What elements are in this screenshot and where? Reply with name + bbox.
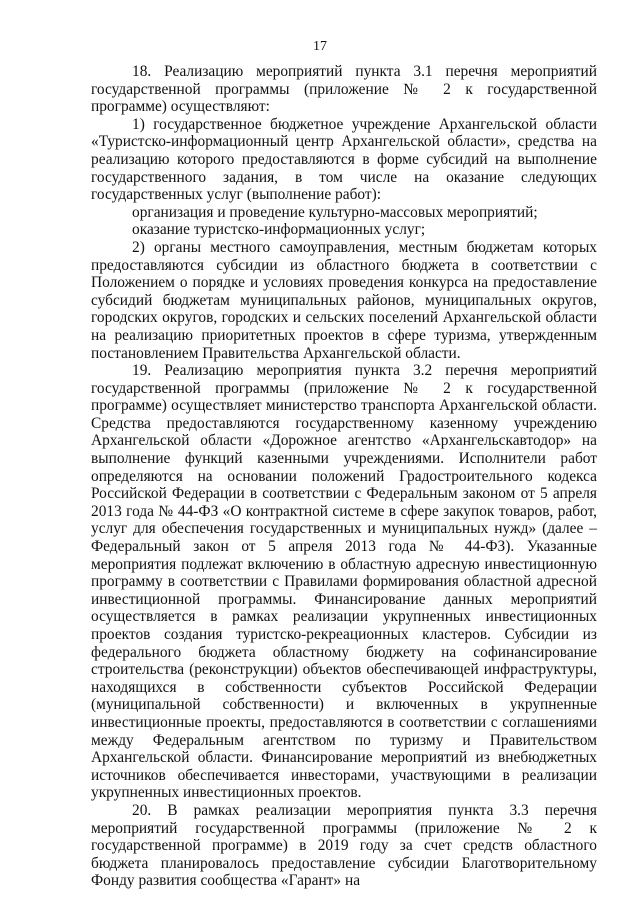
paragraph-18-item-1: 1) государственное бюджетное учреждение Архангельской области «Туристско-информационный центр Архангельской области», средства на реализацию которого предоставляются в форме субсидий на выполнение государственного задания, в том числе на оказание следующих государственных услуг (выполнение работ):	[91, 115, 597, 204]
service-item-events: организация и проведение культурно-массовых мероприятий;	[132, 203, 538, 221]
paragraph-18: 18. Реализацию мероприятий пункта 3.1 перечня мероприятий государственной программы (приложение № 2 к государственной программе) осуществляют:	[91, 63, 597, 116]
paragraph-20: 20. В рамках реализации мероприятия пункта 3.3 перечня мероприятий государственной программы (приложение № 2 к государственной программе) в 2019 году за счет средств областного бюджета планировалось предоставление субсидии Благотворительному Фонду развития сообщества «Гарант» на	[91, 801, 597, 890]
document-body	[91, 63, 597, 890]
service-item-tourist-info: оказание туристско-информационных услуг;	[132, 221, 426, 239]
page-number: 17	[313, 39, 327, 54]
paragraph-18-item-2: 2) органы местного самоуправления, местным бюджетам которых предоставляются субсидии из областного бюджета в соответствии с Положением о порядке и условиях проведения конкурса на предоставление субсидий бюджетам муниципальных районов, муниципальных округов, городских округов, городских и сельских поселений Архангельской области на реализацию приоритетных проектов в сфере туризма, утвержденным постановлением Правительства Архангельской области.	[91, 238, 597, 362]
paragraph-19: 19. Реализацию мероприятия пункта 3.2 перечня мероприятий государственной программы (приложение № 2 к государственной программе) осуществляет министерство транспорта Архангельской области. Средства предоставляются государственному казенному учреждению Архангельской области «Дорожное агентство «Архангельскавтодор» на выполнение функций казенными учреждениями. Исполнители работ определяются на основании положений Градостроительного кодекса Российской Федерации в соответствии с Федеральным законом от 5 апреля 2013 года № 44-ФЗ «О контрактной системе в сфере закупок товаров, работ, услуг для обеспечения государственных и муниципальных нужд» (далее – Федеральный закон от 5 апреля 2013 года № 44-ФЗ). Указанные мероприятия подлежат включению в областную адресную инвестиционную программу в соответствии с Правилами формирования областной адресной инвестиционной программы. Финансирование данных мероприятий осуществляется в рамках реализации укрупненных инвестиционных проектов создания туристско-рекреационных кластеров. Субсидии из федерального бюджета областному бюджету на софинансирование строительства (реконструкции) объектов обеспечивающей инфраструктуры, находящихся в собственности субъектов Российской Федерации (муниципальной собственности) и включенных в укрупненные инвестиционные проекты, предоставляются в соответствии с соглашениями между Федеральным агентством по туризму и Правительством Архангельской области. Финансирование мероприятий из внебюджетных источников обеспечивается инвесторами, участвующими в реализации укрупненных инвестиционных проектов.	[91, 362, 597, 802]
